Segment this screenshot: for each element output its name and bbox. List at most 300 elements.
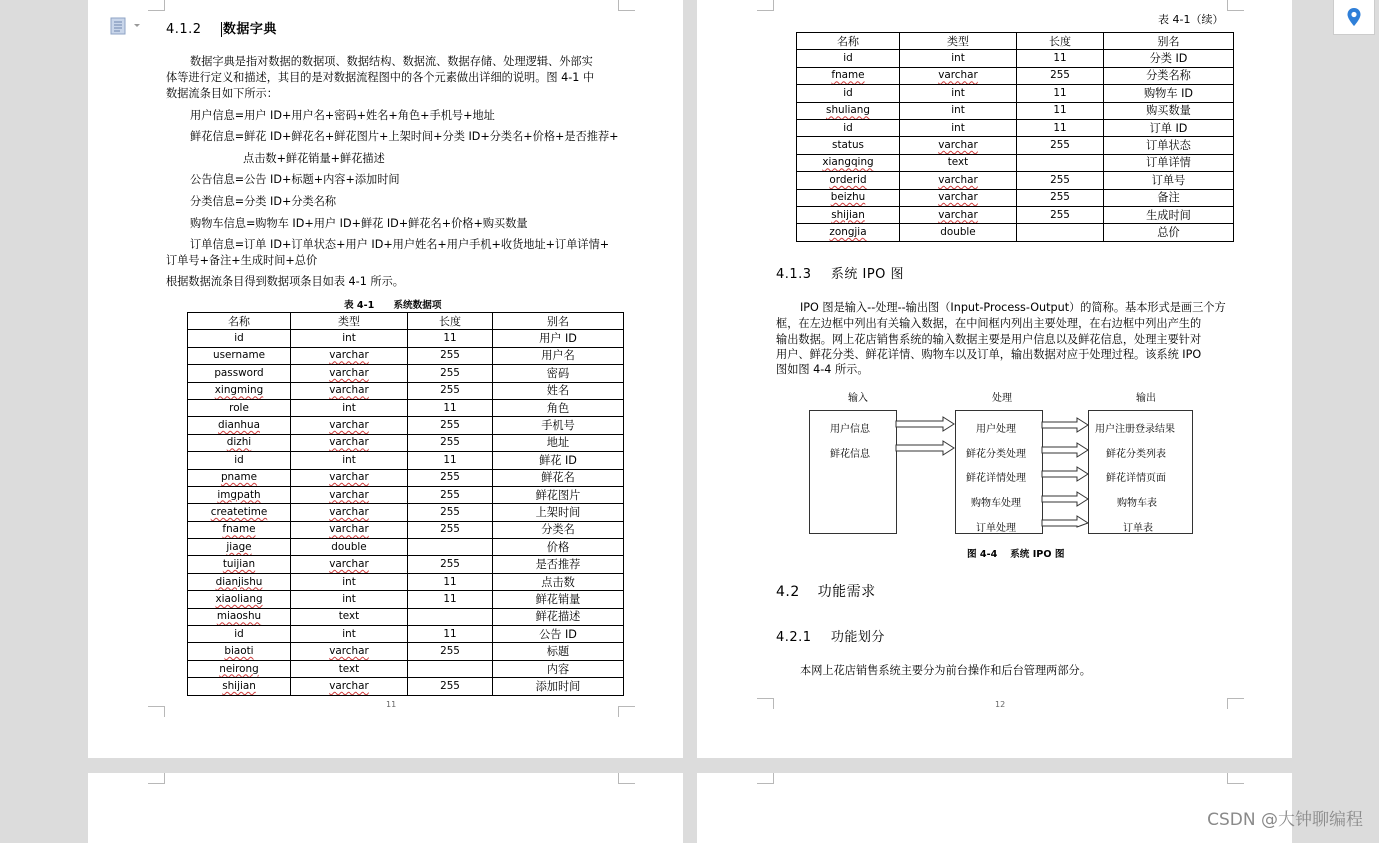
table-row: [188, 365, 624, 382]
table-cell-text: 手机号: [541, 419, 575, 433]
table-header-cell: 长度: [1017, 33, 1104, 50]
table-cell: [291, 591, 408, 608]
table-cell-text: 是否推荐: [535, 558, 581, 572]
table-cell: [797, 154, 900, 171]
table-cell: [408, 626, 493, 643]
data-dictionary-table-continued: [796, 32, 1234, 242]
table-cell: [188, 539, 291, 556]
double-arrow-icon: [1042, 467, 1088, 481]
table-cell-text: fname: [831, 69, 865, 82]
table-row: [797, 224, 1234, 241]
ipo-input-box: [809, 410, 897, 534]
table-cell-text: fname: [222, 523, 256, 536]
table-row: [188, 469, 624, 486]
table-cell: [900, 137, 1017, 154]
table-cell-text: 价格: [546, 540, 570, 554]
double-arrow-icon: [1042, 418, 1088, 432]
table-cell-text: int: [342, 453, 356, 466]
table-row: [188, 330, 624, 347]
entry-order-info: 订单信息=订单 ID+订单状态+用户 ID+用户姓名+用户手机+收货地址+订单详情+: [190, 238, 610, 251]
crop-mark: [618, 773, 635, 784]
table-cell-text: 255: [1050, 191, 1070, 204]
data-dictionary-table: [187, 312, 624, 696]
ipo-output-box: [1088, 410, 1193, 534]
heading-title: 功能需求: [817, 584, 876, 600]
ipo-process-item: 鲜花详情处理: [966, 473, 1026, 484]
ipo-caption: 图 4-4 系统 IPO 图: [967, 549, 1065, 560]
ipo-output-item: 鲜花详情页面: [1106, 473, 1166, 484]
table-cell: [291, 504, 408, 521]
section-heading-413: [776, 263, 904, 282]
table-row: [188, 347, 624, 364]
section-heading-421: [776, 626, 885, 645]
ipo-line-5: 图如图 4-4 所示。: [776, 363, 869, 376]
table-cell-text: int: [342, 575, 356, 588]
table-cell: [291, 347, 408, 364]
table-cell-text: 11: [1053, 121, 1067, 134]
table-row: [797, 67, 1234, 84]
table-row: [797, 85, 1234, 102]
table-cell-text: int: [342, 332, 356, 345]
table-cell: [408, 469, 493, 486]
table-cell-text: 11: [443, 453, 457, 466]
table-cell-text: 255: [440, 349, 460, 362]
table-cell: [188, 486, 291, 503]
table-cell: [408, 539, 493, 556]
table-cell: [188, 591, 291, 608]
table-cell-text: 11: [443, 575, 457, 588]
table-cell: [291, 643, 408, 660]
heading-number: 4.2: [776, 584, 800, 600]
heading-title: 数据字典: [222, 22, 277, 37]
table-cell: [408, 643, 493, 660]
table-cell: [493, 417, 624, 434]
heading-number: 4.2.1: [776, 630, 812, 645]
table-cell-text: 订单详情: [1146, 156, 1191, 170]
entry-flower-info-cont: 点击数+鲜花销量+鲜花描述: [243, 152, 385, 165]
table-cell: [188, 434, 291, 451]
double-arrow-icon: [1042, 443, 1088, 457]
table-header-cell: 名称: [188, 313, 291, 330]
function-paragraph: 本网上花店销售系统主要分为前台操作和后台管理两部分。: [800, 664, 1091, 677]
table-cell: [493, 573, 624, 590]
table-cell-text: password: [214, 366, 264, 379]
table-cell-text: 姓名: [546, 384, 570, 398]
table-cell-text: xingming: [214, 384, 264, 397]
entry-order-info-cont: 订单号+备注+生成时间+总价: [166, 254, 318, 267]
table-cell-text: 鲜花图片: [535, 488, 581, 502]
table-cell: [188, 382, 291, 399]
table-cell-text: 255: [440, 366, 460, 379]
crop-mark: [757, 773, 774, 784]
entry-flower-info: 鲜花信息=鲜花 ID+鲜花名+鲜花图片+上架时间+分类 ID+分类名+价格+是否推荐+: [190, 130, 619, 143]
next-page-left: [88, 773, 683, 843]
table-row: [188, 486, 624, 503]
table-row: [188, 660, 624, 677]
table-cell: [493, 347, 624, 364]
table-cell: [493, 591, 624, 608]
table-cell-text: status: [832, 139, 864, 152]
crop-mark: [1227, 0, 1244, 11]
table-lead: 根据数据流条目得到数据项条目如表 4-1 所示。: [166, 275, 404, 288]
table-cell-text: 内容: [546, 662, 570, 676]
table-cell: [1104, 85, 1234, 102]
table-cell-text: 11: [443, 332, 457, 345]
table-cell: [493, 521, 624, 538]
table-cell-text: id: [234, 332, 244, 345]
table-row: [188, 452, 624, 469]
table-cell: [797, 85, 900, 102]
table-cell-text: 订单 ID: [1149, 121, 1188, 135]
ipo-line-4: 用户、鲜花分类、鲜花详情、购物车以及订单，输出数据对应于处理过程。该系统 IPO: [776, 348, 1202, 361]
table-cell-text: 添加时间: [535, 679, 581, 693]
table-cell-text: 分类 ID: [1149, 52, 1188, 66]
table-cell: [188, 452, 291, 469]
table-cell: [291, 434, 408, 451]
entry-category-info: 分类信息=分类 ID+分类名称: [190, 195, 337, 208]
table-cell: [291, 486, 408, 503]
crop-mark: [1227, 773, 1244, 784]
location-button[interactable]: [1333, 0, 1375, 35]
table-cell-text: 密码: [546, 366, 570, 380]
table-cell-text: zongjia: [829, 225, 867, 238]
table-cell: [1104, 119, 1234, 136]
table-row: [188, 678, 624, 695]
table-cell: [188, 660, 291, 677]
table-cell-text: 11: [1053, 86, 1067, 99]
table-cell: [797, 172, 900, 189]
table-row: [188, 417, 624, 434]
table-row: [188, 556, 624, 573]
ipo-line-1: IPO 图是输入--处理--输出图（Input-Process-Output）的简称。基本形式是画三个方: [800, 301, 1226, 314]
table-cell-text: 用户 ID: [539, 332, 577, 346]
table-cell: [493, 504, 624, 521]
table-cell: [1017, 119, 1104, 136]
table-row: [188, 643, 624, 660]
table-caption: 表 4-1 系统数据项: [344, 300, 442, 311]
table-cell-text: varchar: [329, 471, 369, 484]
table-header-cell: 类型: [900, 33, 1017, 50]
table-cell-text: role: [229, 401, 249, 414]
ipo-output-item: 购物车表: [1117, 498, 1157, 509]
table-cell-text: username: [213, 349, 265, 362]
table-cell: [408, 591, 493, 608]
table-cell: [291, 469, 408, 486]
table-cell-text: 订单号: [1151, 173, 1186, 187]
table-cell: [900, 224, 1017, 241]
table-cell: [493, 434, 624, 451]
table-cell-text: imgpath: [217, 488, 261, 501]
ipo-process-item: 购物车处理: [971, 498, 1021, 509]
table-row: [188, 399, 624, 416]
table-cell-text: tuijian: [222, 558, 256, 571]
entry-cart-info: 购物车信息=购物车 ID+用户 ID+鲜花 ID+鲜花名+价格+购买数量: [190, 217, 528, 230]
table-cell: [797, 67, 900, 84]
table-continued-caption: 表 4-1（续）: [1158, 13, 1224, 26]
heading-number: 4.1.2: [166, 22, 202, 37]
table-cell: [493, 399, 624, 416]
table-cell: [1104, 224, 1234, 241]
table-cell-text: 分类名: [541, 523, 575, 537]
table-cell: [797, 102, 900, 119]
table-cell-text: 11: [443, 401, 457, 414]
table-cell-text: beizhu: [830, 191, 866, 204]
table-cell: [408, 504, 493, 521]
table-cell-text: neirong: [219, 662, 259, 675]
table-cell-text: 255: [1050, 173, 1070, 186]
table-cell-text: int: [951, 104, 965, 117]
table-cell: [291, 556, 408, 573]
table-cell: [408, 399, 493, 416]
table-cell: [1017, 189, 1104, 206]
table-cell: [900, 206, 1017, 223]
table-header-cell: 长度: [408, 313, 493, 330]
table-cell-text: 生成时间: [1146, 208, 1191, 222]
ipo-output-item: 订单表: [1123, 523, 1153, 534]
intro-line-1: 数据字典是指对数据的数据项、数据结构、数据流、数据存储、处理逻辑、外部实: [190, 55, 593, 68]
table-cell: [188, 417, 291, 434]
table-cell-text: 11: [443, 592, 457, 605]
table-cell: [408, 365, 493, 382]
table-cell: [1104, 189, 1234, 206]
double-arrow-icon: [896, 441, 954, 455]
table-cell-text: 标题: [546, 645, 570, 659]
table-cell-text: dizhi: [226, 436, 252, 449]
table-cell: [291, 417, 408, 434]
table-cell-text: varchar: [329, 505, 369, 518]
table-cell: [493, 556, 624, 573]
table-cell-text: jiage: [226, 540, 252, 553]
table-cell: [1017, 50, 1104, 67]
table-cell: [493, 469, 624, 486]
table-cell: [408, 486, 493, 503]
table-cell-text: int: [951, 52, 965, 65]
table-cell: [188, 399, 291, 416]
table-cell-text: 255: [440, 488, 460, 501]
entry-notice-info: 公告信息=公告 ID+标题+内容+添加时间: [190, 173, 400, 186]
table-row: [797, 172, 1234, 189]
document-outline-icon[interactable]: [110, 17, 146, 35]
double-arrow-icon: [896, 417, 954, 431]
table-cell: [291, 452, 408, 469]
table-header-cell: 类型: [291, 313, 408, 330]
table-cell: [797, 50, 900, 67]
table-header-cell: 别名: [493, 313, 624, 330]
table-cell-text: 鲜花描述: [535, 610, 581, 624]
ipo-process-box: [955, 410, 1043, 534]
table-cell: [291, 573, 408, 590]
table-cell-text: 购买数量: [1146, 104, 1191, 118]
table-cell-text: 255: [440, 645, 460, 658]
table-cell-text: 255: [1050, 139, 1070, 152]
table-cell-text: 255: [440, 419, 460, 432]
ipo-output-item: 鲜花分类列表: [1106, 449, 1166, 460]
table-cell: [1017, 102, 1104, 119]
table-cell-text: id: [843, 86, 853, 99]
table-cell: [188, 626, 291, 643]
table-cell: [408, 608, 493, 625]
table-cell: [188, 643, 291, 660]
table-cell-text: 255: [440, 558, 460, 571]
heading-title: 系统 IPO 图: [830, 267, 905, 282]
table-cell-text: biaoti: [224, 645, 254, 658]
table-cell-text: int: [342, 401, 356, 414]
table-cell: [797, 189, 900, 206]
crop-mark: [148, 773, 165, 784]
table-cell-text: 255: [440, 471, 460, 484]
table-cell-text: text: [338, 610, 360, 623]
table-row: [188, 434, 624, 451]
table-cell: [493, 660, 624, 677]
table-row: [797, 50, 1234, 67]
intro-line-2: 体等进行定义和描述，其目的是对数据流程图中的各个元素做出详细的说明。图 4-1 中: [166, 71, 595, 84]
table-cell: [1017, 154, 1104, 171]
table-cell: [900, 154, 1017, 171]
ipo-process-label: 处理: [992, 393, 1012, 404]
table-cell: [493, 330, 624, 347]
crop-mark: [618, 0, 635, 11]
table-cell: [408, 434, 493, 451]
ipo-arrows-input: [895, 416, 957, 456]
table-cell: [493, 608, 624, 625]
heading-title: 功能划分: [830, 630, 885, 645]
ipo-line-3: 输出数据。网上花店销售系统的输入数据主要是用户信息以及鲜花信息，处理主要针对: [776, 333, 1202, 346]
table-cell-text: int: [951, 121, 965, 134]
page-number: 11: [386, 700, 397, 709]
table-cell-text: 备注: [1157, 191, 1180, 205]
table-cell: [493, 365, 624, 382]
table-cell-text: 购物车 ID: [1143, 86, 1194, 100]
table-cell: [493, 626, 624, 643]
table-cell-text: double: [940, 225, 976, 238]
table-cell-text: varchar: [329, 488, 369, 501]
table-cell: [408, 330, 493, 347]
table-row: [797, 119, 1234, 136]
table-cell: [408, 417, 493, 434]
table-cell: [408, 556, 493, 573]
table-cell-text: 角色: [546, 401, 570, 415]
table-cell-text: dianjishu: [215, 575, 263, 588]
table-cell: [291, 626, 408, 643]
ipo-output-label: 输出: [1136, 393, 1156, 404]
table-cell: [408, 347, 493, 364]
table-cell-text: 255: [440, 384, 460, 397]
table-cell: [493, 678, 624, 695]
intro-line-3: 数据流条目如下所示：: [166, 87, 278, 100]
next-page-right: [697, 773, 1292, 843]
table-cell-text: id: [843, 121, 853, 134]
table-cell: [493, 643, 624, 660]
table-cell-text: 鲜花 ID: [539, 453, 577, 467]
table-cell-text: 255: [1050, 208, 1070, 221]
table-cell-text: varchar: [329, 645, 369, 658]
table-cell-text: 上架时间: [535, 505, 581, 519]
table-cell: [408, 452, 493, 469]
table-cell: [188, 608, 291, 625]
table-cell-text: createtime: [210, 505, 268, 518]
table-row: [188, 539, 624, 556]
table-row: [188, 521, 624, 538]
table-cell: [408, 382, 493, 399]
table-cell-text: pname: [220, 471, 258, 484]
table-row: [797, 206, 1234, 223]
table-cell-text: xiangqing: [822, 156, 874, 169]
ipo-output-item: 用户注册登录结果: [1095, 424, 1175, 435]
page-number: 12: [995, 700, 1006, 709]
table-row: [188, 382, 624, 399]
table-cell-text: varchar: [938, 208, 978, 221]
table-cell-text: 订单状态: [1146, 139, 1191, 153]
table-cell: [797, 137, 900, 154]
crop-mark: [757, 0, 774, 11]
table-cell: [1104, 137, 1234, 154]
table-cell-text: 255: [440, 523, 460, 536]
table-cell-text: shijian: [222, 679, 256, 692]
table-cell: [291, 660, 408, 677]
table-cell: [188, 556, 291, 573]
table-cell: [291, 330, 408, 347]
table-cell-text: int: [342, 627, 356, 640]
table-cell: [291, 678, 408, 695]
table-row: [797, 189, 1234, 206]
table-cell: [408, 521, 493, 538]
table-cell: [1104, 50, 1234, 67]
table-cell-text: id: [234, 627, 244, 640]
crop-mark: [148, 706, 165, 717]
table-cell-text: 地址: [546, 436, 570, 450]
table-cell-text: orderid: [829, 173, 867, 186]
table-cell: [797, 224, 900, 241]
table-cell-text: 11: [443, 627, 457, 640]
table-cell-text: 公告 ID: [539, 627, 577, 641]
table-cell-text: 11: [1053, 52, 1067, 65]
table-cell-text: id: [234, 453, 244, 466]
table-cell-text: varchar: [329, 384, 369, 397]
table-cell-text: text: [947, 156, 969, 169]
ipo-input-item: 用户信息: [830, 424, 870, 435]
table-cell: [900, 50, 1017, 67]
table-cell-text: miaoshu: [216, 610, 262, 623]
table-cell: [1104, 67, 1234, 84]
crop-mark: [1227, 698, 1244, 709]
table-cell: [291, 365, 408, 382]
table-cell-text: varchar: [329, 558, 369, 571]
table-cell: [1104, 206, 1234, 223]
table-cell-text: shijian: [831, 208, 865, 221]
table-cell-text: 255: [440, 505, 460, 518]
table-cell: [493, 539, 624, 556]
table-cell-text: varchar: [938, 191, 978, 204]
table-cell-text: varchar: [329, 523, 369, 536]
table-cell-text: varchar: [938, 69, 978, 82]
ipo-arrows-output: [1041, 416, 1091, 528]
table-cell: [900, 102, 1017, 119]
table-row: [188, 504, 624, 521]
table-cell: [408, 660, 493, 677]
table-cell: [188, 347, 291, 364]
table-cell: [188, 521, 291, 538]
table-cell-text: id: [843, 52, 853, 65]
table-row: [188, 626, 624, 643]
table-cell: [1017, 206, 1104, 223]
left-page: [88, 0, 683, 758]
table-cell-text: 255: [440, 679, 460, 692]
table-cell: [291, 399, 408, 416]
table-cell: [900, 85, 1017, 102]
table-row: [797, 102, 1234, 119]
table-cell-text: varchar: [329, 436, 369, 449]
table-cell-text: 总价: [1157, 225, 1180, 239]
